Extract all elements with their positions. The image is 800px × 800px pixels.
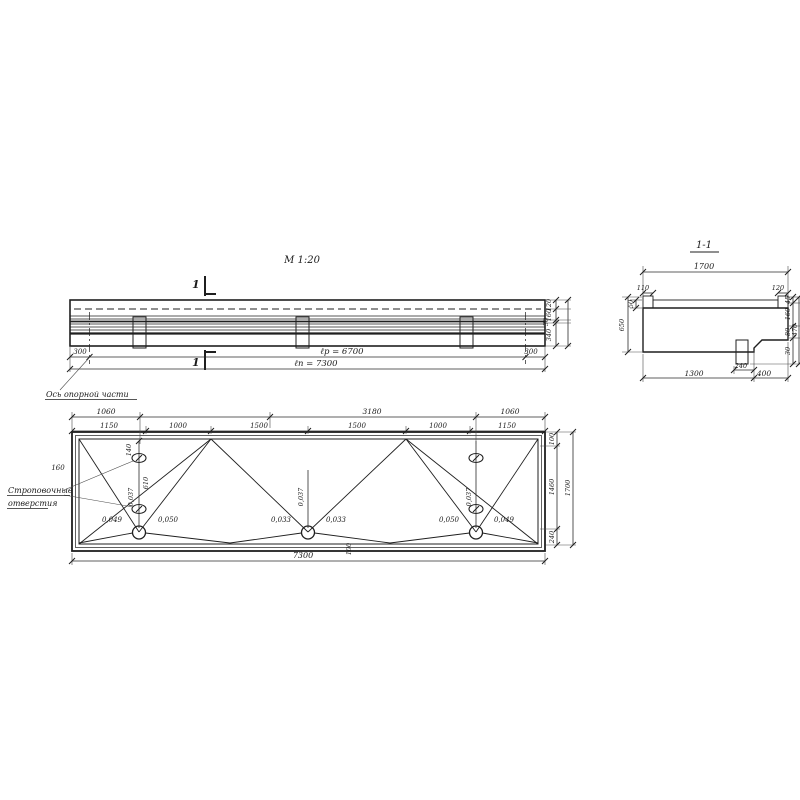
edge-band-lines — [70, 316, 545, 334]
dim-right-80: 80 — [784, 327, 792, 337]
dim-120: 120 — [771, 284, 785, 292]
dim-1700: 1700 — [693, 262, 715, 271]
dim-hole-140: 140 — [125, 443, 133, 457]
dim-right-30: 30 — [784, 346, 792, 356]
dim-right-160: 160 — [784, 307, 792, 321]
dim-row2-1500-left: 1500 — [250, 422, 268, 430]
slope-right-cross: 0,037 — [465, 487, 473, 507]
slope-right-left: 0,050 — [438, 516, 460, 524]
leader-label-line2: отверстия — [8, 499, 58, 508]
section-mark-top-label: 1 — [192, 278, 200, 291]
dim-row1-3180: 3180 — [362, 407, 382, 416]
dim-row1-1060-right: 1060 — [500, 407, 520, 416]
slope-center-right: 0,033 — [325, 516, 347, 524]
dim-7300: 7300 — [292, 551, 314, 560]
dim-row2-1000-right: 1000 — [429, 422, 447, 430]
left-upstand — [643, 296, 653, 308]
slope-left-cross: 0,037 — [127, 487, 135, 507]
dim-row2-1500-right: 1500 — [348, 422, 366, 430]
axis-leader — [45, 358, 137, 400]
slope-center-cross: 0,037 — [297, 487, 305, 507]
dim-wall-160: 160 — [51, 464, 65, 472]
dim-right-240: 240 — [548, 530, 556, 544]
slope-right-right: 0,049 — [493, 516, 515, 524]
section-title: 1-1 — [695, 240, 713, 251]
slab-section — [643, 308, 788, 352]
leader-label-line1: Строповочные — [8, 486, 73, 495]
plan-outline — [72, 432, 545, 551]
axis-leader-label: Ось опорной части — [46, 390, 129, 399]
dim-row2-1000-left: 1000 — [169, 422, 187, 430]
dim-right-1460: 1460 — [548, 478, 556, 496]
slope-left-left: 0,049 — [101, 516, 123, 524]
dim-right-470: 470 — [791, 323, 799, 337]
dim-height-340: 340 — [545, 328, 553, 342]
elevation-body — [70, 300, 545, 364]
drain-holes — [133, 526, 483, 539]
dim-1300: 1300 — [684, 369, 704, 378]
section-cut-marks — [192, 276, 216, 370]
dim-right-1700: 1700 — [564, 479, 572, 497]
dim-left-650: 650 — [618, 318, 626, 332]
dim-height-30: 30 — [542, 317, 550, 327]
slope-center-left: 0,033 — [270, 516, 292, 524]
dim-row2-1150-right: 1150 — [498, 422, 516, 430]
slope-left-right: 0,050 — [157, 516, 179, 524]
dim-hole-610: 610 — [142, 476, 150, 490]
plan-dimensions — [51, 407, 576, 565]
dim-height-120: 120 — [545, 298, 553, 312]
section-mark-bottom-label: 1 — [192, 356, 200, 369]
lifting-holes-leader — [7, 461, 133, 509]
dim-240: 240 — [734, 362, 748, 370]
section-view — [618, 240, 800, 382]
scale-title: М 1:20 — [284, 255, 320, 266]
dim-left-50: 50 — [627, 299, 635, 309]
dim-left-300: 300 — [73, 348, 87, 356]
wearing-layer — [653, 300, 778, 308]
dim-right-300: 300 — [524, 348, 538, 356]
section-body — [643, 296, 788, 364]
dim-span-design: ℓр = 6700 — [320, 347, 364, 357]
plan-view — [7, 407, 576, 565]
dim-right-100: 100 — [548, 432, 556, 446]
dim-row2-1150-left: 1150 — [100, 422, 118, 430]
dim-110: 110 — [636, 284, 650, 292]
dim-bottom-100: 100 — [345, 542, 353, 556]
lifting-holes — [132, 454, 483, 514]
dim-height-160: 160 — [545, 308, 553, 322]
dim-right-45: 45 — [784, 295, 792, 305]
elevation-view — [45, 276, 571, 400]
section-dimensions — [618, 262, 800, 382]
dim-span-full: ℓп = 7300 — [294, 359, 338, 369]
dim-400: 400 — [756, 369, 772, 378]
dim-row1-1060-left: 1060 — [96, 407, 116, 416]
